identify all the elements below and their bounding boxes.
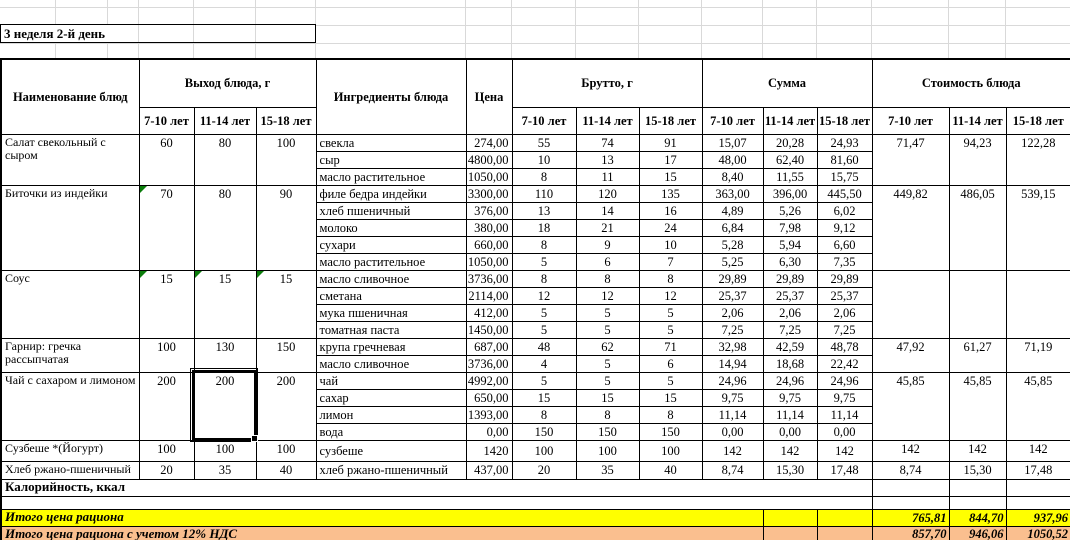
total-empty-cell[interactable] [817, 526, 872, 540]
dish-cost-cell[interactable]: 17,48 [1006, 461, 1070, 479]
gross-cell[interactable]: 5 [576, 304, 639, 321]
gridline [575, 0, 576, 58]
dish-cost-cell[interactable]: 94,23 [949, 134, 1006, 185]
dish-name-cell[interactable]: Хлеб ржано-пшеничный [1, 461, 139, 479]
gross-cell[interactable]: 12 [576, 287, 639, 304]
gross-cell[interactable]: 9 [576, 236, 639, 253]
gross-cell[interactable]: 150 [512, 423, 576, 440]
gross-cell[interactable]: 8 [512, 270, 576, 287]
sum-cell[interactable]: 5,26 [763, 202, 817, 219]
price-cell[interactable]: 0,00 [466, 423, 512, 440]
gross-cell[interactable]: 16 [639, 202, 702, 219]
header-row-groups [1, 59, 1070, 107]
dish-cost-cell[interactable]: 15,30 [949, 461, 1006, 479]
selected-cell-indicator[interactable] [192, 370, 256, 440]
gross-cell[interactable]: 120 [576, 185, 639, 202]
spacer-cell[interactable] [949, 496, 1006, 509]
sum-cell[interactable]: 25,37 [763, 287, 817, 304]
dish-cost-cell[interactable]: 61,27 [949, 338, 1006, 372]
price-cell[interactable]: 437,00 [466, 461, 512, 479]
header-output[interactable]: Выход блюда, г [139, 59, 316, 107]
price-cell[interactable]: 4992,00 [466, 372, 512, 389]
output-cell[interactable]: 150 [256, 338, 316, 372]
total-empty-cell[interactable] [763, 509, 817, 526]
ingredient-cell[interactable]: томатная паста [316, 321, 466, 338]
gridline [816, 0, 817, 58]
header-row-ages [1, 107, 1070, 134]
sum-cell[interactable]: 29,89 [702, 270, 763, 287]
total-label-cell[interactable]: Итого цена рациона [1, 509, 763, 526]
sum-cell[interactable]: 11,14 [763, 406, 817, 423]
output-cell[interactable]: 130 [194, 338, 256, 372]
gross-cell[interactable]: 5 [639, 321, 702, 338]
gridline [138, 25, 139, 42]
sum-cell[interactable]: 9,12 [817, 219, 872, 236]
gross-cell[interactable]: 74 [576, 134, 639, 151]
dish-cost-cell[interactable]: 122,28 [1006, 134, 1070, 185]
total-value-cell[interactable]: 765,81 [872, 509, 949, 526]
comment-indicator-icon [257, 271, 264, 278]
gross-cell[interactable]: 55 [512, 134, 576, 151]
ingredient-cell[interactable]: хлеб пшеничный [316, 202, 466, 219]
header-age-gross-0[interactable]: 7-10 лет [512, 107, 576, 134]
total-empty-cell[interactable] [817, 509, 872, 526]
gross-cell[interactable]: 12 [639, 287, 702, 304]
sum-cell[interactable]: 9,75 [817, 389, 872, 406]
calories-row [1, 479, 1070, 496]
dish-cost-cell[interactable]: 45,85 [949, 372, 1006, 440]
gross-cell[interactable]: 24 [639, 219, 702, 236]
price-cell[interactable]: 376,00 [466, 202, 512, 219]
menu-row [1, 338, 1070, 355]
output-cell[interactable]: 80 [194, 185, 256, 270]
header-age-output-2[interactable]: 15-18 лет [256, 107, 316, 134]
gridline [1005, 0, 1006, 58]
sum-cell[interactable]: 11,55 [763, 168, 817, 185]
sum-cell[interactable]: 32,98 [702, 338, 763, 355]
header-age-sum-1[interactable]: 11-14 лет [763, 107, 817, 134]
menu-table [0, 58, 1070, 540]
sum-cell[interactable]: 24,96 [763, 372, 817, 389]
sum-cell[interactable]: 0,00 [817, 423, 872, 440]
gross-cell[interactable]: 100 [512, 440, 576, 461]
comment-indicator-icon [195, 271, 202, 278]
spacer-cell[interactable] [872, 496, 949, 509]
ingredient-cell[interactable]: мука пшеничная [316, 304, 466, 321]
header-age-gross-2[interactable]: 15-18 лет [639, 107, 702, 134]
gross-cell[interactable]: 100 [639, 440, 702, 461]
spacer-row [1, 496, 1070, 509]
comment-indicator-icon [140, 186, 147, 193]
output-cell[interactable]: 100 [194, 440, 256, 461]
ingredient-cell[interactable]: вода [316, 423, 466, 440]
gross-cell[interactable]: 8 [639, 406, 702, 423]
sum-cell[interactable]: 24,96 [702, 372, 763, 389]
header-age-sum-0[interactable]: 7-10 лет [702, 107, 763, 134]
sum-cell[interactable]: 142 [817, 440, 872, 461]
sum-cell[interactable]: 15,07 [702, 134, 763, 151]
output-cell[interactable]: 100 [139, 338, 194, 372]
gross-cell[interactable]: 5 [512, 253, 576, 270]
sum-cell[interactable]: 7,25 [702, 321, 763, 338]
dish-name-cell[interactable]: Соус [1, 270, 139, 338]
gross-cell[interactable]: 10 [512, 151, 576, 168]
total-row [1, 509, 1070, 526]
dish-cost-cell[interactable] [1006, 270, 1070, 338]
output-cell[interactable]: 200 [194, 372, 256, 440]
gross-cell[interactable]: 15 [639, 389, 702, 406]
price-cell[interactable]: 412,00 [466, 304, 512, 321]
gross-cell[interactable]: 8 [639, 270, 702, 287]
price-cell[interactable]: 4800,00 [466, 151, 512, 168]
header-age-cost-1[interactable]: 11-14 лет [949, 107, 1006, 134]
price-cell[interactable]: 650,00 [466, 389, 512, 406]
sum-cell[interactable]: 0,00 [702, 423, 763, 440]
output-cell[interactable]: 90 [256, 185, 316, 270]
header-gross[interactable]: Брутто, г [512, 59, 702, 107]
dish-cost-cell[interactable]: 45,85 [872, 372, 949, 440]
sum-cell[interactable]: 4,89 [702, 202, 763, 219]
price-cell[interactable]: 3300,00 [466, 185, 512, 202]
ingredient-cell[interactable]: сухари [316, 236, 466, 253]
price-cell[interactable]: 1393,00 [466, 406, 512, 423]
spacer-cell[interactable] [1006, 496, 1070, 509]
calories-label-cell[interactable]: Калорийность, ккал [1, 479, 872, 496]
dish-cost-cell[interactable]: 539,15 [1006, 185, 1070, 270]
header-age-gross-1[interactable]: 11-14 лет [576, 107, 639, 134]
gross-cell[interactable]: 5 [576, 321, 639, 338]
price-cell[interactable]: 380,00 [466, 219, 512, 236]
ingredient-cell[interactable]: молоко [316, 219, 466, 236]
gridline [871, 0, 872, 58]
sum-cell[interactable]: 48,78 [817, 338, 872, 355]
gridline [701, 0, 702, 58]
sum-cell[interactable]: 7,25 [763, 321, 817, 338]
sum-cell[interactable]: 24,93 [817, 134, 872, 151]
gridline [948, 0, 949, 58]
week-day-label: 3 неделя 2-й день [4, 26, 106, 41]
sum-cell[interactable]: 2,06 [702, 304, 763, 321]
gridline [465, 0, 466, 58]
header-age-output-0[interactable]: 7-10 лет [139, 107, 194, 134]
sum-cell[interactable]: 18,68 [763, 355, 817, 372]
ingredient-cell[interactable]: свекла [316, 134, 466, 151]
dish-cost-cell[interactable]: 71,19 [1006, 338, 1070, 372]
sum-cell[interactable]: 20,28 [763, 134, 817, 151]
output-cell[interactable]: 200 [139, 372, 194, 440]
sum-cell[interactable]: 8,40 [702, 168, 763, 185]
dish-cost-cell[interactable]: 142 [872, 440, 949, 461]
header-dish[interactable]: Наименование блюд [1, 59, 139, 134]
gross-cell[interactable]: 5 [576, 355, 639, 372]
sum-cell[interactable]: 142 [702, 440, 763, 461]
sum-cell[interactable]: 6,02 [817, 202, 872, 219]
price-cell[interactable]: 3736,00 [466, 270, 512, 287]
dish-name-cell[interactable]: Салат свекольный с сыром [1, 134, 139, 185]
dish-cost-cell[interactable]: 71,47 [872, 134, 949, 185]
output-cell[interactable]: 70 [139, 185, 194, 270]
ingredient-cell[interactable]: сахар [316, 389, 466, 406]
sum-cell[interactable]: 15,30 [763, 461, 817, 479]
sum-cell[interactable]: 445,50 [817, 185, 872, 202]
gross-cell[interactable]: 13 [512, 202, 576, 219]
output-cell[interactable]: 20 [139, 461, 194, 479]
header-age-sum-2[interactable]: 15-18 лет [817, 107, 872, 134]
gross-cell[interactable]: 8 [512, 406, 576, 423]
gridline [638, 0, 639, 58]
header-price[interactable]: Цена [466, 59, 512, 134]
menu-row [1, 372, 1070, 389]
menu-row [1, 270, 1070, 287]
gross-cell[interactable]: 6 [639, 355, 702, 372]
output-cell[interactable]: 40 [256, 461, 316, 479]
dish-name-cell[interactable]: Чай с сахаром и лимоном [1, 372, 139, 440]
gross-cell[interactable]: 11 [576, 168, 639, 185]
gross-cell[interactable]: 14 [576, 202, 639, 219]
gross-cell[interactable]: 18 [512, 219, 576, 236]
gross-cell[interactable]: 8 [512, 236, 576, 253]
gross-cell[interactable]: 15 [576, 389, 639, 406]
gross-cell[interactable]: 8 [576, 406, 639, 423]
header-age-cost-0[interactable]: 7-10 лет [872, 107, 949, 134]
gross-cell[interactable]: 5 [639, 304, 702, 321]
week-day-label-cell[interactable] [0, 24, 316, 43]
price-cell[interactable]: 3736,00 [466, 355, 512, 372]
total-empty-cell[interactable] [763, 526, 817, 540]
sum-cell[interactable]: 25,37 [702, 287, 763, 304]
gridline [762, 0, 763, 58]
sum-cell[interactable]: 5,25 [702, 253, 763, 270]
gross-cell[interactable]: 35 [576, 461, 639, 479]
gridline [511, 0, 512, 58]
dish-cost-cell[interactable]: 45,85 [1006, 372, 1070, 440]
sum-cell[interactable]: 5,28 [702, 236, 763, 253]
ingredient-cell[interactable]: хлеб ржано-пшеничный [316, 461, 466, 479]
dish-cost-cell[interactable]: 47,92 [872, 338, 949, 372]
sum-cell[interactable]: 6,30 [763, 253, 817, 270]
total-label-cell[interactable]: Итого цена рациона с учетом 12% НДС [1, 526, 763, 540]
ingredient-cell[interactable]: сыр [316, 151, 466, 168]
header-sum[interactable]: Сумма [702, 59, 872, 107]
ingredient-cell[interactable]: лимон [316, 406, 466, 423]
total-vat-row [1, 526, 1070, 540]
gross-cell[interactable]: 6 [576, 253, 639, 270]
output-cell[interactable]: 35 [194, 461, 256, 479]
total-value-cell[interactable]: 1050,52 [1006, 526, 1070, 540]
output-cell[interactable]: 100 [256, 134, 316, 185]
gross-cell[interactable]: 110 [512, 185, 576, 202]
gross-cell[interactable]: 15 [512, 389, 576, 406]
dish-name-cell[interactable]: Биточки из индейки [1, 185, 139, 270]
gross-cell[interactable]: 48 [512, 338, 576, 355]
sum-cell[interactable]: 81,60 [817, 151, 872, 168]
dish-cost-cell[interactable]: 142 [949, 440, 1006, 461]
gross-cell[interactable]: 21 [576, 219, 639, 236]
ingredient-cell[interactable]: масло растительное [316, 253, 466, 270]
gross-cell[interactable]: 71 [639, 338, 702, 355]
calories-value-cell[interactable] [949, 479, 1006, 496]
output-cell[interactable]: 100 [256, 440, 316, 461]
sum-cell[interactable]: 2,06 [763, 304, 817, 321]
gross-cell[interactable]: 7 [639, 253, 702, 270]
ingredient-cell[interactable]: масло сливочное [316, 355, 466, 372]
dish-name-cell[interactable]: Гарнир: гречка рассыпчатая [1, 338, 139, 372]
gross-cell[interactable]: 100 [576, 440, 639, 461]
sum-cell[interactable]: 2,06 [817, 304, 872, 321]
sum-cell[interactable]: 48,00 [702, 151, 763, 168]
sum-cell[interactable]: 0,00 [763, 423, 817, 440]
sum-cell[interactable]: 5,94 [763, 236, 817, 253]
ingredient-cell[interactable]: сметана [316, 287, 466, 304]
sum-cell[interactable]: 396,00 [763, 185, 817, 202]
calories-value-cell[interactable] [872, 479, 949, 496]
gridline [193, 25, 194, 42]
ingredient-cell[interactable]: чай [316, 372, 466, 389]
price-cell[interactable]: 660,00 [466, 236, 512, 253]
sum-cell[interactable]: 142 [763, 440, 817, 461]
output-cell[interactable]: 15 [256, 270, 316, 338]
gross-cell[interactable]: 8 [512, 168, 576, 185]
price-cell[interactable]: 1050,00 [466, 168, 512, 185]
sum-cell[interactable]: 62,40 [763, 151, 817, 168]
sum-cell[interactable]: 25,37 [817, 287, 872, 304]
gridline [0, 7, 1070, 8]
gross-cell[interactable]: 15 [639, 168, 702, 185]
sum-cell[interactable]: 6,60 [817, 236, 872, 253]
dish-cost-cell[interactable] [949, 270, 1006, 338]
header-cost[interactable]: Стоимость блюда [872, 59, 1070, 107]
gross-cell[interactable]: 5 [512, 321, 576, 338]
gross-cell[interactable]: 91 [639, 134, 702, 151]
price-cell[interactable]: 1450,00 [466, 321, 512, 338]
gross-cell[interactable]: 13 [576, 151, 639, 168]
ingredient-cell[interactable]: масло сливочное [316, 270, 466, 287]
gross-cell[interactable]: 20 [512, 461, 576, 479]
sum-cell[interactable]: 11,14 [702, 406, 763, 423]
dish-cost-cell[interactable]: 8,74 [872, 461, 949, 479]
gridline [255, 25, 256, 42]
sum-cell[interactable]: 42,59 [763, 338, 817, 355]
comment-indicator-icon [140, 271, 147, 278]
gross-cell[interactable]: 10 [639, 236, 702, 253]
price-cell[interactable]: 2114,00 [466, 287, 512, 304]
price-cell[interactable]: 1050,00 [466, 253, 512, 270]
menu-row [1, 185, 1070, 202]
ingredient-cell[interactable]: крупа гречневая [316, 338, 466, 355]
sum-cell[interactable]: 22,42 [817, 355, 872, 372]
output-cell[interactable]: 15 [139, 270, 194, 338]
sum-cell[interactable]: 363,00 [702, 185, 763, 202]
sum-cell[interactable]: 9,75 [763, 389, 817, 406]
sum-cell[interactable]: 7,98 [763, 219, 817, 236]
sum-cell[interactable]: 6,84 [702, 219, 763, 236]
ingredient-cell[interactable]: сузбеше [316, 440, 466, 461]
menu-row [1, 134, 1070, 151]
gridline [0, 43, 1070, 44]
total-value-cell[interactable]: 844,70 [949, 509, 1006, 526]
dish-cost-cell[interactable]: 142 [1006, 440, 1070, 461]
sum-cell[interactable]: 15,75 [817, 168, 872, 185]
spacer-cell[interactable] [1, 496, 872, 509]
output-cell[interactable]: 15 [194, 270, 256, 338]
gross-cell[interactable]: 150 [576, 423, 639, 440]
sum-cell[interactable]: 29,89 [817, 270, 872, 287]
gross-cell[interactable]: 135 [639, 185, 702, 202]
ingredient-cell[interactable]: филе бедра индейки [316, 185, 466, 202]
sum-cell[interactable]: 7,25 [817, 321, 872, 338]
price-cell[interactable]: 687,00 [466, 338, 512, 355]
menu-row [1, 440, 1070, 461]
sum-cell[interactable]: 14,94 [702, 355, 763, 372]
output-cell[interactable]: 200 [256, 372, 316, 440]
gross-cell[interactable]: 5 [639, 372, 702, 389]
menu-row [1, 461, 1070, 479]
output-cell[interactable]: 80 [194, 134, 256, 185]
dish-cost-cell[interactable] [872, 270, 949, 338]
ingredient-cell[interactable]: масло растительное [316, 168, 466, 185]
output-cell[interactable]: 60 [139, 134, 194, 185]
total-value-cell[interactable]: 857,70 [872, 526, 949, 540]
sum-cell[interactable]: 17,48 [817, 461, 872, 479]
sum-cell[interactable]: 29,89 [763, 270, 817, 287]
gross-cell[interactable]: 5 [512, 304, 576, 321]
sum-cell[interactable]: 7,35 [817, 253, 872, 270]
sum-cell[interactable]: 24,96 [817, 372, 872, 389]
header-age-output-1[interactable]: 11-14 лет [194, 107, 256, 134]
header-ingredients[interactable]: Ингредиенты блюда [316, 59, 466, 134]
gross-cell[interactable]: 5 [512, 372, 576, 389]
calories-value-cell[interactable] [1006, 479, 1070, 496]
gross-cell[interactable]: 8 [576, 270, 639, 287]
fill-handle[interactable] [251, 435, 258, 442]
gross-cell[interactable]: 12 [512, 287, 576, 304]
gross-cell[interactable]: 62 [576, 338, 639, 355]
gross-cell[interactable]: 40 [639, 461, 702, 479]
sum-cell[interactable]: 11,14 [817, 406, 872, 423]
total-value-cell[interactable]: 946,06 [949, 526, 1006, 540]
output-cell[interactable]: 100 [139, 440, 194, 461]
price-cell[interactable]: 1420 [466, 440, 512, 461]
header-age-cost-2[interactable]: 15-18 лет [1006, 107, 1070, 134]
gross-cell[interactable]: 5 [576, 372, 639, 389]
sum-cell[interactable]: 9,75 [702, 389, 763, 406]
dish-name-cell[interactable]: Сузбеше *(Йогурт) [1, 440, 139, 461]
gross-cell[interactable]: 17 [639, 151, 702, 168]
price-cell[interactable]: 274,00 [466, 134, 512, 151]
gross-cell[interactable]: 4 [512, 355, 576, 372]
gross-cell[interactable]: 150 [639, 423, 702, 440]
dish-cost-cell[interactable]: 486,05 [949, 185, 1006, 270]
total-value-cell[interactable]: 937,96 [1006, 509, 1070, 526]
dish-cost-cell[interactable]: 449,82 [872, 185, 949, 270]
sum-cell[interactable]: 8,74 [702, 461, 763, 479]
